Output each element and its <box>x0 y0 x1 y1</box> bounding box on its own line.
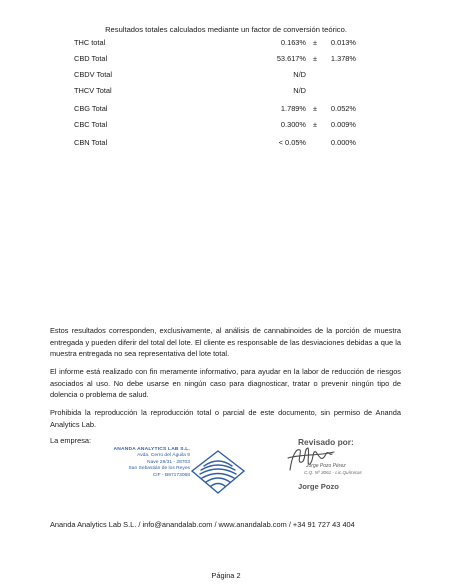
reproduction-paragraph: Prohibida la reproducción la reproducción total o parcial de este documento, sin permiso de Ananda Analytics Lab. <box>50 408 401 429</box>
row-value: 53.617% <box>276 54 306 63</box>
row-uncertainty: 0.009% <box>330 120 356 129</box>
row-label: THCV Total <box>74 86 112 95</box>
table-row <box>0 38 452 48</box>
row-label: THC total <box>74 38 106 47</box>
stamp-address-line: Nave 29/31 - 28703 <box>147 459 190 465</box>
row-value: 1.789% <box>280 104 306 113</box>
row-value: 0.300% <box>280 120 306 129</box>
stamp-address-line: San Sebastián de los Reyes <box>128 466 190 472</box>
reviewer-signature-block <box>282 436 392 500</box>
stamp-text <box>92 447 190 479</box>
table-row <box>0 54 452 64</box>
signature-stamp-line: Jorge Pozo Pérez <box>306 463 346 469</box>
row-label: CBN Total <box>74 138 108 147</box>
row-uncertainty: 1.378% <box>330 54 356 63</box>
informative-paragraph: El informe está realizado con fin meramente informativo, para ayudar en la labor de reducción de riesgos asociados al uso. No debe usarse en ningún caso para diagnosticar, tratar o prevenir ningún tipo de dolencia o problema de salud. <box>50 367 401 400</box>
row-label: CBG Total <box>74 104 108 113</box>
row-plus-minus: ± <box>313 54 318 63</box>
footer-contact: Ananda Analytics Lab S.L. / info@anandalab.com / www.anandalab.com / +34 91 727 43 404 <box>50 520 355 529</box>
row-value: N/D <box>293 70 306 79</box>
results-heading: Resultados totales calculados mediante un factor de conversión teórico. <box>105 25 347 34</box>
row-uncertainty: 0.013% <box>330 38 356 47</box>
table-row <box>0 70 452 80</box>
page-number: Página 2 <box>211 571 241 580</box>
row-plus-minus: ± <box>313 120 318 129</box>
reviewed-by-label: Revisado por: <box>298 437 354 447</box>
stamp-address-line: Avda. Cerro del Águila 9 <box>137 453 190 459</box>
company-stamp <box>92 447 252 497</box>
row-uncertainty: 0.052% <box>330 104 356 113</box>
row-value: 0.163% <box>280 38 306 47</box>
company-label: La empresa: <box>50 436 92 445</box>
row-label: CBD Total <box>74 54 108 63</box>
row-uncertainty: 0.000% <box>330 138 356 147</box>
row-plus-minus: ± <box>313 38 318 47</box>
table-row <box>0 138 452 148</box>
signature-stamp-line: C.Q. Nº 3061 - Lic.Químicas <box>304 470 362 475</box>
row-label: CBDV Total <box>74 70 113 79</box>
table-row <box>0 120 452 130</box>
row-value: N/D <box>293 86 306 95</box>
table-row <box>0 104 452 114</box>
row-value: < 0.05% <box>278 138 306 147</box>
table-row <box>0 86 452 96</box>
reviewer-name: Jorge Pozo <box>298 482 339 491</box>
ananda-logo-icon <box>188 448 248 501</box>
disclaimer-paragraph: Estos resultados corresponden, exclusivamente, al análisis de cannabinoides de la porción de muestra entregada y pueden diferir del total del lote. El cliente es responsable de las desviaciones debidas a que la muestra entregada no sea representativa del lote total. <box>50 326 401 359</box>
row-plus-minus: ± <box>313 104 318 113</box>
row-label: CBC Total <box>74 120 108 129</box>
stamp-cif: CIF - B87173068 <box>152 472 190 478</box>
stamp-company-name: ANANDA ANALYTICS LAB S.L. <box>113 447 190 452</box>
